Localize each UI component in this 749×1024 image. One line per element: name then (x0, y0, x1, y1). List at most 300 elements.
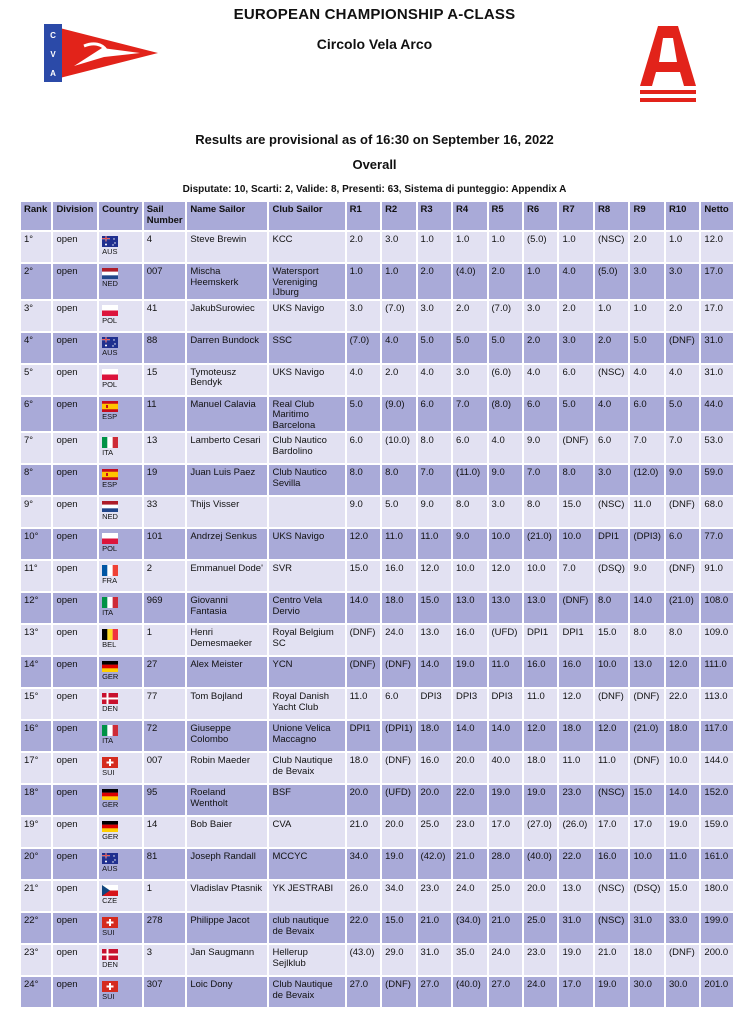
sail-number-cell: 14 (144, 817, 186, 847)
division-cell: open (53, 913, 97, 943)
rank-cell: 11° (21, 561, 51, 591)
country-code: ESP (102, 480, 118, 489)
sailor-name-cell: Juan Luis Paez (187, 465, 267, 495)
race-result-cell: 2.0 (524, 333, 557, 363)
race-result-cell: 16.0 (559, 657, 592, 687)
country-cell (99, 465, 142, 495)
net-score-cell: 31.0 (701, 333, 733, 363)
race-result-cell: 7.0 (630, 433, 663, 463)
race-result-cell: 7.0 (524, 465, 557, 495)
sailor-name-cell: Joseph Randall (187, 849, 267, 879)
club-cell: Centro Vela Dervio (269, 593, 344, 623)
race-result-cell: (7.0) (347, 333, 380, 363)
race-result-cell: (21.0) (524, 529, 557, 559)
division-cell: open (53, 721, 97, 751)
column-header: R3 (418, 202, 451, 230)
rank-cell: 19° (21, 817, 51, 847)
race-result-cell: 2.0 (595, 333, 628, 363)
sailor-name-cell: Lamberto Cesari (187, 433, 267, 463)
country-cell (99, 497, 142, 527)
country-cell (99, 561, 142, 591)
country-code: CZE (102, 896, 118, 905)
race-result-cell: 3.0 (524, 301, 557, 331)
club-cell: YK JESTRABI (269, 881, 344, 911)
club-cell: Royal Belgium SC (269, 625, 344, 655)
race-result-cell: 25.0 (418, 817, 451, 847)
flag-icon-ned (102, 268, 118, 279)
race-result-cell: 22.0 (666, 689, 699, 719)
division-cell: open (53, 497, 97, 527)
column-header: R1 (347, 202, 380, 230)
race-result-cell: 24.0 (489, 945, 522, 975)
race-result-cell: 19.0 (595, 977, 628, 1007)
division-cell: open (53, 365, 97, 395)
division-cell: open (53, 657, 97, 687)
sailor-name-cell: Darren Bundock (187, 333, 267, 363)
country-code: GER (102, 800, 119, 809)
race-result-cell: 14.0 (453, 721, 486, 751)
race-result-cell: 15.0 (559, 497, 592, 527)
rank-cell: 13° (21, 625, 51, 655)
race-result-cell: 2.0 (453, 301, 486, 331)
race-result-cell: 11.0 (559, 753, 592, 783)
country-code: AUS (102, 347, 118, 357)
country-code: GER (102, 672, 119, 681)
race-result-cell: 12.0 (559, 689, 592, 719)
division-cell: open (53, 817, 97, 847)
race-result-cell: 21.0 (418, 913, 451, 943)
sailor-name-cell: Robin Maeder (187, 753, 267, 783)
race-result-cell: 5.0 (418, 333, 451, 363)
race-result-cell: 20.0 (382, 817, 415, 847)
net-score-cell: 91.0 (701, 561, 733, 591)
sailor-name-cell: Andrzej Senkus (187, 529, 267, 559)
race-result-cell: (DSQ) (595, 561, 628, 591)
flag-icon-fra (102, 565, 118, 576)
rank-cell: 16° (21, 721, 51, 751)
section-title: Overall (352, 157, 397, 172)
column-header: R8 (595, 202, 628, 230)
country-cell (99, 913, 142, 943)
club-cell: UKS Navigo (269, 301, 344, 331)
table-header-row (21, 202, 733, 230)
net-score-cell: 113.0 (701, 689, 733, 719)
sailor-name-cell: Manuel Calavia (187, 397, 267, 432)
flag-icon-pol (102, 533, 118, 544)
race-result-cell: 21.0 (595, 945, 628, 975)
race-result-cell: 5.0 (347, 397, 380, 432)
country-cell (99, 232, 142, 262)
race-result-cell: 19.0 (382, 849, 415, 879)
race-result-cell: 9.0 (489, 465, 522, 495)
table-row (21, 657, 733, 687)
page-subtitle: Circolo Vela Arco (316, 36, 433, 52)
race-result-cell: (NSC) (595, 232, 628, 262)
race-result-cell: 14.0 (630, 593, 663, 623)
rank-cell: 10° (21, 529, 51, 559)
race-result-cell: 28.0 (489, 849, 522, 879)
race-result-cell: 25.0 (524, 913, 557, 943)
race-result-cell: 20.0 (453, 753, 486, 783)
race-result-cell: 14.0 (666, 785, 699, 815)
race-result-cell: 26.0 (347, 881, 380, 911)
column-header: Club Sailor (269, 202, 344, 230)
race-result-cell: 3.0 (418, 301, 451, 331)
race-result-cell: 4.0 (559, 264, 592, 299)
race-result-cell: 8.0 (347, 465, 380, 495)
race-result-cell: 23.0 (453, 817, 486, 847)
rank-cell: 1° (21, 232, 51, 262)
flag-icon-bel (102, 629, 118, 640)
rank-cell: 20° (21, 849, 51, 879)
sail-number-cell: 307 (144, 977, 186, 1007)
race-result-cell: 23.0 (418, 881, 451, 911)
page-header (0, 0, 749, 195)
race-result-cell: 19.0 (666, 817, 699, 847)
race-result-cell: 6.0 (666, 529, 699, 559)
division-cell: open (53, 529, 97, 559)
table-row (21, 465, 733, 495)
net-score-cell: 117.0 (701, 721, 733, 751)
net-score-cell: 17.0 (701, 301, 733, 331)
race-result-cell: (27.0) (524, 817, 557, 847)
race-result-cell: 11.0 (489, 657, 522, 687)
race-result-cell: 3.0 (347, 301, 380, 331)
flag-icon-ita (102, 597, 118, 608)
logo-letter-c: C (50, 31, 56, 40)
table-row (21, 753, 733, 783)
table-row (21, 433, 733, 463)
race-result-cell: 18.0 (559, 721, 592, 751)
flag-icon-sui (102, 757, 118, 768)
race-result-cell: DPI1 (595, 529, 628, 559)
table-row (21, 397, 733, 432)
division-cell: open (53, 465, 97, 495)
race-result-cell: (DNF) (382, 977, 415, 1007)
race-result-cell: 17.0 (595, 817, 628, 847)
table-row (21, 232, 733, 262)
table-row (21, 913, 733, 943)
race-result-cell: 24.0 (524, 977, 557, 1007)
division-cell: open (53, 301, 97, 331)
race-result-cell: 33.0 (666, 913, 699, 943)
race-result-cell: 6.0 (453, 433, 486, 463)
race-result-cell: 13.0 (524, 593, 557, 623)
sailor-name-cell: Emmanuel Dode' (187, 561, 267, 591)
sailor-name-cell: Philippe Jacot (187, 913, 267, 943)
rank-cell: 7° (21, 433, 51, 463)
sailor-name-cell: Vladislav Ptasnik (187, 881, 267, 911)
country-code: POL (102, 315, 118, 325)
race-result-cell: (9.0) (382, 397, 415, 432)
race-result-cell: 17.0 (489, 817, 522, 847)
sailor-name-cell: Loic Dony (187, 977, 267, 1007)
table-row (21, 849, 733, 879)
race-result-cell: 11.0 (666, 849, 699, 879)
race-result-cell: 11.0 (418, 529, 451, 559)
race-result-cell: 16.0 (595, 849, 628, 879)
country-cell (99, 657, 142, 687)
club-cell: club nautique de Bevaix (269, 913, 344, 943)
race-result-cell: 15.0 (418, 593, 451, 623)
race-result-cell: (DPI1) (382, 721, 415, 751)
table-row (21, 721, 733, 751)
race-result-cell: 1.0 (382, 264, 415, 299)
race-result-cell: 12.0 (347, 529, 380, 559)
club-cell: UKS Navigo (269, 365, 344, 395)
race-result-cell: (DNF) (382, 657, 415, 687)
flag-icon-ger (102, 661, 118, 672)
net-score-cell: 144.0 (701, 753, 733, 783)
race-result-cell: 19.0 (559, 945, 592, 975)
race-result-cell: 7.0 (453, 397, 486, 432)
country-code: ESP (102, 411, 118, 421)
sail-number-cell: 95 (144, 785, 186, 815)
logo-letter-a: A (50, 69, 56, 78)
race-result-cell: (11.0) (453, 465, 486, 495)
flag-icon-aus (102, 853, 118, 864)
race-result-cell: 15.0 (666, 881, 699, 911)
race-result-cell: 22.0 (453, 785, 486, 815)
race-result-cell: 15.0 (630, 785, 663, 815)
club-cell: Club Nautico Sevilla (269, 465, 344, 495)
race-result-cell: 1.0 (418, 232, 451, 262)
race-result-cell: 40.0 (489, 753, 522, 783)
club-cell: Club Nautique de Bevaix (269, 977, 344, 1007)
division-cell: open (53, 977, 97, 1007)
race-result-cell: 31.0 (559, 913, 592, 943)
flag-icon-cze (102, 885, 118, 896)
division-cell: open (53, 333, 97, 363)
race-result-cell: 13.0 (630, 657, 663, 687)
race-result-cell: 4.0 (489, 433, 522, 463)
club-cell: Club Nautique de Bevaix (269, 753, 344, 783)
sail-number-cell: 88 (144, 333, 186, 363)
sail-number-cell: 1 (144, 881, 186, 911)
race-result-cell: DPI1 (347, 721, 380, 751)
race-result-cell: (10.0) (382, 433, 415, 463)
table-row (21, 365, 733, 395)
sail-number-cell: 007 (144, 264, 186, 299)
club-cell: Club Nautico Bardolino (269, 433, 344, 463)
race-result-cell: 34.0 (347, 849, 380, 879)
race-result-cell: 1.0 (666, 232, 699, 262)
sail-number-cell: 13 (144, 433, 186, 463)
race-result-cell: (7.0) (489, 301, 522, 331)
race-result-cell: 18.0 (347, 753, 380, 783)
race-result-cell: 3.0 (595, 465, 628, 495)
race-result-cell: 1.0 (630, 301, 663, 331)
race-result-cell: (DNF) (347, 657, 380, 687)
race-result-cell: (DNF) (559, 433, 592, 463)
race-result-cell: 19.0 (453, 657, 486, 687)
flag-icon-aus (102, 337, 118, 348)
race-result-cell: 19.0 (489, 785, 522, 815)
race-result-cell: 14.0 (418, 657, 451, 687)
rank-cell: 8° (21, 465, 51, 495)
column-header: Division (53, 202, 97, 230)
race-result-cell: (40.0) (524, 849, 557, 879)
race-result-cell: 17.0 (559, 977, 592, 1007)
race-result-cell: (DPI3) (630, 529, 663, 559)
race-result-cell: (12.0) (630, 465, 663, 495)
country-code: SUI (102, 992, 115, 1001)
sail-number-cell: 41 (144, 301, 186, 331)
race-result-cell: (34.0) (453, 913, 486, 943)
race-result-cell: 21.0 (489, 913, 522, 943)
table-row (21, 497, 733, 527)
country-cell (99, 721, 142, 751)
race-result-cell: 20.0 (347, 785, 380, 815)
race-result-cell: 10.0 (453, 561, 486, 591)
division-cell: open (53, 561, 97, 591)
race-result-cell: 24.0 (382, 625, 415, 655)
race-result-cell: 20.0 (524, 881, 557, 911)
club-cell: CVA (269, 817, 344, 847)
club-cell: Watersport Vereniging IJburg (269, 264, 344, 299)
a-class-logo (640, 26, 696, 104)
sail-number-cell: 77 (144, 689, 186, 719)
club-cell: Unione Velica Maccagno (269, 721, 344, 751)
net-score-cell: 201.0 (701, 977, 733, 1007)
race-result-cell: (21.0) (630, 721, 663, 751)
race-result-cell: 6.0 (382, 689, 415, 719)
race-result-cell: (8.0) (489, 397, 522, 432)
flag-icon-esp (102, 401, 118, 412)
club-cell: UKS Navigo (269, 529, 344, 559)
country-cell (99, 881, 142, 911)
provisional-status: Results are provisional as of 16:30 on September 16, 2022 (195, 132, 554, 147)
country-cell (99, 625, 142, 655)
race-result-cell: 8.0 (630, 625, 663, 655)
net-score-cell: 161.0 (701, 849, 733, 879)
race-result-cell: 15.0 (382, 913, 415, 943)
race-result-cell: 35.0 (453, 945, 486, 975)
club-cell: Real Club Maritimo Barcelona (269, 397, 344, 432)
country-code: NED (102, 512, 118, 521)
race-result-cell: 7.0 (666, 433, 699, 463)
race-result-cell: 1.0 (524, 264, 557, 299)
flag-icon-den (102, 693, 118, 704)
flag-icon-ita (102, 725, 118, 736)
race-result-cell: (DNF) (595, 689, 628, 719)
race-result-cell: 3.0 (559, 333, 592, 363)
division-cell: open (53, 232, 97, 262)
rank-cell: 22° (21, 913, 51, 943)
race-result-cell: 3.0 (382, 232, 415, 262)
race-result-cell: 10.0 (524, 561, 557, 591)
flag-icon-aus (102, 236, 118, 247)
sailor-name-cell: Alex Meister (187, 657, 267, 687)
sail-number-cell: 2 (144, 561, 186, 591)
flag-icon-ita (102, 437, 118, 448)
race-result-cell: 1.0 (453, 232, 486, 262)
sail-number-cell: 101 (144, 529, 186, 559)
race-result-cell: 4.0 (630, 365, 663, 395)
table-row (21, 625, 733, 655)
race-result-cell: 30.0 (666, 977, 699, 1007)
race-result-cell: 31.0 (630, 913, 663, 943)
club-cell: YCN (269, 657, 344, 687)
race-result-cell: 7.0 (418, 465, 451, 495)
race-result-cell: 8.0 (382, 465, 415, 495)
flag-icon-sui (102, 981, 118, 992)
race-result-cell: 5.0 (453, 333, 486, 363)
race-result-cell: 1.0 (559, 232, 592, 262)
race-result-cell: 5.0 (489, 333, 522, 363)
club-cell (269, 497, 344, 527)
cva-club-logo (44, 24, 158, 82)
race-result-cell: 27.0 (347, 977, 380, 1007)
race-result-cell: 2.0 (630, 232, 663, 262)
table-row (21, 333, 733, 363)
race-result-cell: 9.0 (347, 497, 380, 527)
race-result-cell: 4.0 (595, 397, 628, 432)
sail-number-cell: 1 (144, 625, 186, 655)
column-header: Rank (21, 202, 51, 230)
division-cell: open (53, 785, 97, 815)
race-result-cell: 5.0 (559, 397, 592, 432)
race-result-cell: 6.0 (595, 433, 628, 463)
race-result-cell: 12.0 (666, 657, 699, 687)
country-code: ITA (102, 448, 114, 457)
race-result-cell: 12.0 (489, 561, 522, 591)
column-header: R4 (453, 202, 486, 230)
race-result-cell: 18.0 (630, 945, 663, 975)
race-result-cell: (DNF) (382, 753, 415, 783)
race-result-cell: 17.0 (630, 817, 663, 847)
race-result-cell: 14.0 (489, 721, 522, 751)
race-result-cell: (42.0) (418, 849, 451, 879)
race-result-cell: 15.0 (347, 561, 380, 591)
sail-number-cell: 4 (144, 232, 186, 262)
country-code: DEN (102, 960, 118, 969)
race-result-cell: (6.0) (489, 365, 522, 395)
race-result-cell: DPI1 (524, 625, 557, 655)
net-score-cell: 152.0 (701, 785, 733, 815)
flag-icon-ger (102, 821, 118, 832)
race-result-cell: 2.0 (418, 264, 451, 299)
race-result-cell: (DNF) (666, 497, 699, 527)
race-result-cell: 2.0 (559, 301, 592, 331)
race-result-cell: (DNF) (347, 625, 380, 655)
table-row (21, 561, 733, 591)
sailor-name-cell: Thijs Visser (187, 497, 267, 527)
race-result-cell: 29.0 (382, 945, 415, 975)
club-cell: SSC (269, 333, 344, 363)
country-cell (99, 689, 142, 719)
rank-cell: 24° (21, 977, 51, 1007)
country-cell (99, 849, 142, 879)
table-row (21, 264, 733, 299)
sailor-name-cell: Giuseppe Colombo (187, 721, 267, 751)
country-code: AUS (102, 247, 118, 256)
race-result-cell: 3.0 (453, 365, 486, 395)
race-result-cell: (DNF) (666, 945, 699, 975)
race-result-cell: (5.0) (524, 232, 557, 262)
rank-cell: 4° (21, 333, 51, 363)
table-body (21, 232, 733, 1007)
race-result-cell: DPI3 (453, 689, 486, 719)
country-code: ITA (102, 608, 114, 617)
sail-number-cell: 278 (144, 913, 186, 943)
sail-number-cell: 27 (144, 657, 186, 687)
division-cell: open (53, 397, 97, 432)
net-score-cell: 59.0 (701, 465, 733, 495)
race-result-cell: 8.0 (453, 497, 486, 527)
race-result-cell: 25.0 (489, 881, 522, 911)
flag-icon-esp (102, 469, 118, 480)
